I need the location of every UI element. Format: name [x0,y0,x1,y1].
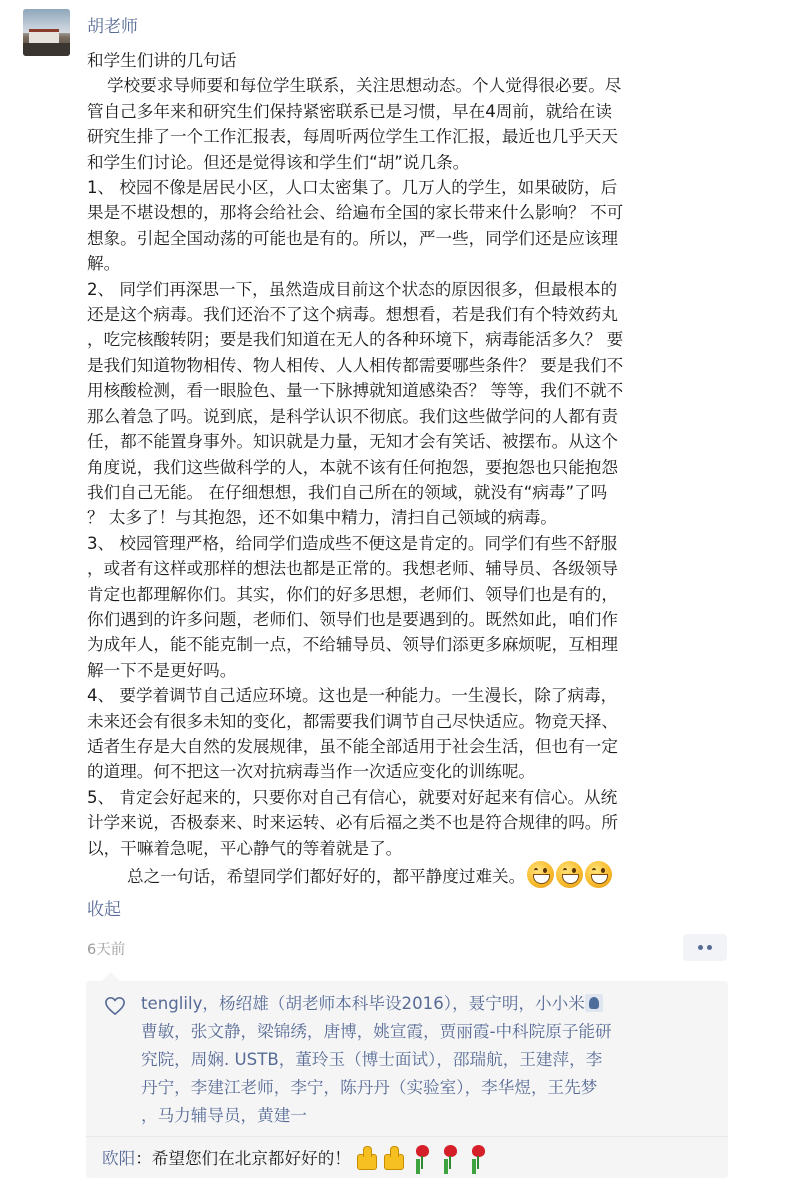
likes-line [141,990,713,1018]
post-line: 4、 要学着调节自己适应环境。这也是一种能力。一生漫长，除了病毒， [87,686,618,706]
post-line: ？ 太多了！与其抱怨，还不如集中精力，清扫自己领域的病毒。 [87,508,557,528]
post-line: 以，干嘛着急呢，平心静气的等着就是了。 [87,838,403,858]
post-time: 6天前 [87,942,126,958]
dot-icon [707,945,712,950]
post-line: 果是不堪设想的，那将会给社会、给遍布全国的家长带来什么影响？ 不可 [87,203,624,223]
avatar[interactable] [23,9,70,56]
comment[interactable] [102,1144,489,1170]
more-actions-button[interactable] [683,934,727,961]
avatar-building [29,29,59,43]
post-line: 3、 校园管理严格，给同学们造成些不便这是肯定的。同学们有些不舒服 [87,533,618,553]
post-line: 适者生存是大自然的发展规律，虽不能全部适用于社会生活，但也有一定 [87,736,618,756]
grin-emoji-icon [556,861,583,888]
likes-names[interactable]: 丹宁，李建江老师，李宁，陈丹丹（实验室），李华煜，王先梦 [141,1078,598,1097]
post-closing-line [87,861,712,889]
post-line: 未来还会有很多未知的变化，都需要我们调节自己尽快适应。物竞天择、 [87,711,618,731]
post-line: 是我们知道物物相传、物人相传、人人相传都需要哪些条件？ 要是我们不 [87,355,624,375]
post-line: ，吃完核酸转阴；要是我们知道在无人的各种环境下，病毒能活多久？ 要 [87,330,624,350]
divider [86,1136,728,1137]
post-line: ，或者有这样或那样的想法也都是正常的。我想老师、辅导员、各级领导 [87,559,618,579]
post-line: 用核酸检测，看一眼脸色、量一下脉搏就知道感染否？ 等等，我们不就不 [87,381,624,401]
heart-icon [104,996,126,1016]
thumbs-up-icon [381,1145,405,1169]
post-line: 的道理。何不把这一次对抗病毒当作一次适应变化的训练呢。 [87,762,536,782]
post-line: 那么着急了吗。说到底，是科学认识不彻底。我们这些做学问的人都有责 [87,406,618,426]
user-avatar-icon [585,994,603,1012]
grin-emoji-icon [527,861,554,888]
post-content [87,48,712,889]
post-line: 想象。引起全国动荡的可能也是有的。所以，严一些，同学们还是应该理 [87,228,618,248]
likes-names[interactable]: 究院，周娴. USTB，董玲玉（博士面试），邵瑞航，王建萍，李 [141,1050,603,1069]
post-line: 肯定也都理解你们。其实，你们的好多思想，老师们、领导们也是有的， [87,584,618,604]
post-line: 你们遇到的许多问题，老师们、领导们也是要遇到的。既然如此，咱们作 [87,609,618,629]
post-line: 研究生排了一个工作汇报表，每周听两位学生工作汇报，最近也几乎天天 [87,127,618,147]
post-line: 角度说，我们这些做科学的人，本就不该有任何抱怨，要抱怨也只能抱怨 [87,457,618,477]
post-line: 我们自己无能。 在仔细想想，我们自己所在的领域，就没有“病毒”了吗 [87,482,608,502]
post-line: 和学生们讨论。但还是觉得该和学生们“胡”说几条。 [87,152,470,172]
likes-comments-box [86,981,728,1178]
rose-icon [439,1144,461,1170]
grin-emoji-icon [585,861,612,888]
likes-list [141,990,713,1130]
rose-icon [411,1144,433,1170]
comment-separator: ： [135,1149,152,1168]
post-line: 总之一句话，希望同学们都好好的，都平静度过难关。 [127,867,526,886]
post-line: 计学来说，否极泰来、时来运转、必有后福之类不也是符合规律的吗。所 [87,813,618,833]
post-line: 1、 校园不像是居民小区，人口太密集了。几万人的学生，如果破防，后 [87,178,618,198]
post-line: 还是这个病毒。我们还治不了这个病毒。想想看，若是我们有个特效药丸 [87,305,618,325]
author-name[interactable]: 胡老师 [87,17,138,37]
rose-icon [467,1144,489,1170]
post-line: 为成年人，能不能克制一点，不给辅导员、领导们添更多麻烦呢，互相理 [87,635,618,655]
collapse-link[interactable]: 收起 [87,900,121,920]
likes-names[interactable]: tenglily，杨绍雄（胡老师本科毕设2016），聂宁明，小小米 [141,994,585,1013]
post-line: 管自己多年来和研究生们保持紧密联系已是习惯，早在4周前，就给在读 [87,101,612,121]
likes-names[interactable]: 曹敏，张文静，梁锦绣，唐博，姚宣霞，贾丽霞-中科院原子能研 [141,1022,612,1041]
post-line: 任，都不能置身事外。知识就是力量，无知才会有笑话、被摆布。从这个 [87,432,618,452]
post-line: 解。 [87,254,121,274]
post-line: 2、 同学们再深思一下，虽然造成目前这个状态的原因很多，但最根本的 [87,279,618,299]
dot-icon [698,945,703,950]
avatar-ground [23,43,70,56]
comment-text: 希望您们在北京都好好的！ [151,1149,351,1168]
post-line: 学校要求导师要和每位学生联系，关注思想动态。个人觉得很必要。尽 [107,76,622,96]
thumbs-up-icon [354,1145,378,1169]
commenter-name[interactable]: 欧阳 [102,1149,136,1168]
post-line: 5、 肯定会好起来的，只要你对自己有信心，就要对好起来有信心。从统 [87,787,618,807]
post-line: 解一下不是更好吗。 [87,660,237,680]
post-line: 和学生们讲的几句话 [87,51,237,70]
likes-names[interactable]: ，马力辅导员，黄建一 [141,1106,307,1125]
